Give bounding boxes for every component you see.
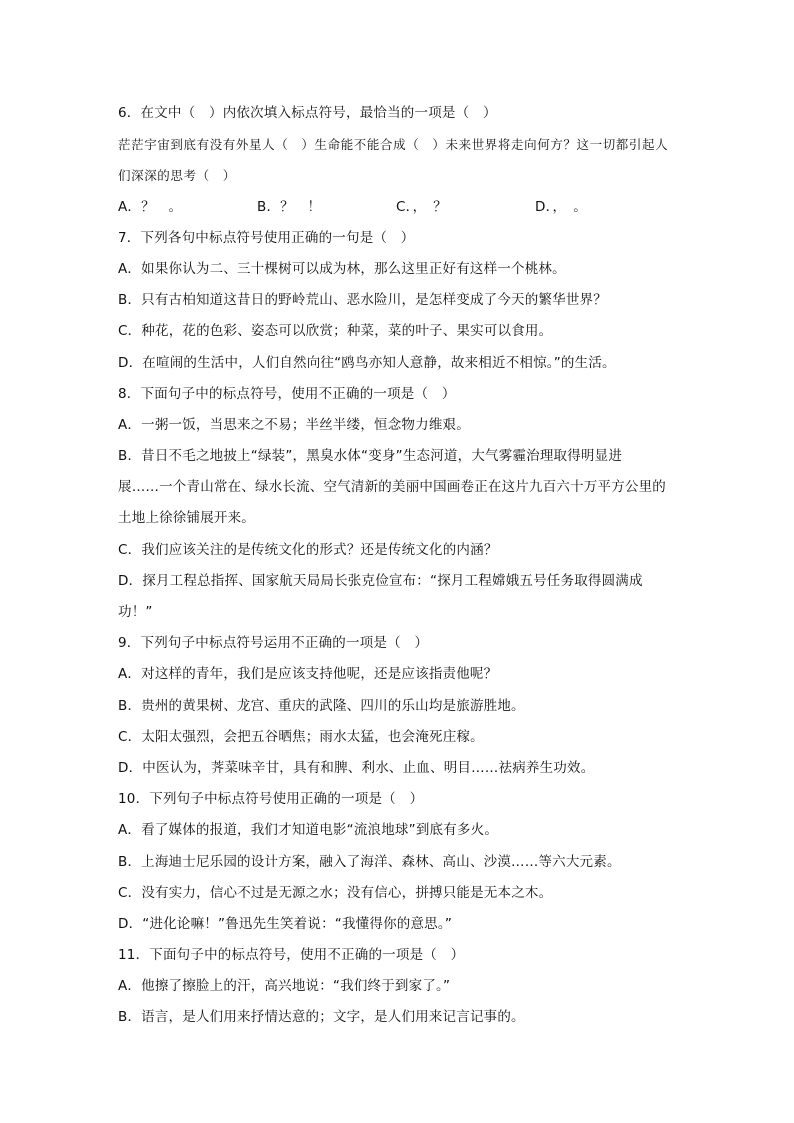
question-9-stem: 9．下列句子中标点符号运用不正确的一项是（ ） [118, 635, 429, 652]
question-7-option-c: C．种花，花的色彩、姿态可以欣赏；种菜，菜的叶子、果实可以食用。 [118, 323, 553, 340]
question-6-option-b: B．？ ！ [257, 198, 322, 215]
question-9-option-c: C．太阳太强烈，会把五谷晒焦；雨水太猛，也会淹死庄稼。 [118, 728, 484, 745]
question-8-option-d-line-1: D．探月工程总指挥、国家航天局局长张克俭宣布：“探月工程嫦娥五号任务取得圆满成 [118, 572, 643, 589]
question-8-option-a: A．一粥一饭，当思来之不易；半丝半缕，恒念物力维艰。 [118, 416, 470, 433]
question-8-option-d-line-2: 功！” [118, 604, 153, 620]
question-8-stem: 8．下面句子中的标点符号，使用不正确的一项是（ ） [118, 385, 456, 402]
question-6-option-a: A．？ 。 [118, 198, 183, 215]
question-6-choices [118, 192, 678, 223]
question-9-option-a: A．对这样的青年，我们是应该支持他呢，还是应该指责他呢？ [118, 666, 498, 683]
question-7-stem: 7．下列各句中标点符号使用正确的一句是（ ） [118, 229, 415, 246]
question-8-option-b-line-1: B．昔日不毛之地披上“绿装”，黑臭水体“变身”生态河道，大气雾霾治理取得明显进 [118, 448, 623, 465]
question-10-stem: 10．下列句子中标点符号使用正确的一项是（ ） [118, 791, 424, 808]
question-9-option-b: B．贵州的黄果树、龙宫、重庆的武隆、四川的乐山均是旅游胜地。 [118, 697, 525, 714]
question-7-option-a: A．如果你认为二、三十棵树可以成为林，那么这里正好有这样一个桃林。 [118, 260, 566, 277]
question-7-option-d: D．在喧闹的生活中，人们自然向往“鸥鸟亦知人意静，故来相近不相惊。”的生活。 [118, 354, 616, 371]
question-10-option-c: C．没有实力，信心不过是无源之水；没有信心，拼搏只能是无本之木。 [118, 884, 553, 901]
question-9-option-d: D．中医认为，荠菜味辛甘，具有和脾、利水、止血、明目……祛病养生功效。 [118, 759, 595, 776]
question-6-passage-line-2: 们深深的思考（ ） [118, 168, 236, 184]
question-6-option-d: D．， 。 [535, 198, 587, 215]
question-content [118, 98, 678, 1034]
question-6-passage-line-1: 茫茫宇宙到底有没有外星人（ ）生命能不能合成（ ）未来世界将走向何方？这一切都引起人 [118, 137, 669, 153]
question-7-option-b: B．只有古柏知道这昔日的野岭荒山、恶水险川，是怎样变成了今天的繁华世界？ [118, 292, 607, 309]
question-10-option-a: A．看了媒体的报道，我们才知道电影“流浪地球”到底有多火。 [118, 822, 499, 839]
question-8-option-b-line-3: 土地上徐徐铺展开来。 [118, 510, 255, 527]
question-8-option-b-line-2: 展……一个青山常在、绿水长流、空气清新的美丽中国画卷正在这片九百六十万平方公里的 [118, 479, 666, 496]
question-10-option-b: B．上海迪士尼乐园的设计方案，融入了海洋、森林、高山、沙漠……等六大元素。 [118, 853, 621, 870]
question-10-option-d: D．“进化论嘛！”鲁迅先生笑着说：“我懂得你的意思。” [118, 915, 453, 932]
question-11-stem: 11．下面句子中的标点符号，使用不正确的一项是（ ） [118, 947, 465, 964]
question-8-option-c: C．我们应该关注的是传统文化的形式？还是传统文化的内涵？ [118, 541, 498, 558]
question-11-option-a: A．他擦了擦脸上的汗，高兴地说：“我们终于到家了。” [118, 978, 451, 995]
question-6-option-c: C．， ？ [396, 198, 447, 215]
question-11-option-b: B．语言，是人们用来抒情达意的；文字，是人们用来记言记事的。 [118, 1009, 525, 1026]
question-6-stem: 6．在文中（ ）内依次填入标点符号，最恰当的一项是（ ） [118, 105, 497, 121]
